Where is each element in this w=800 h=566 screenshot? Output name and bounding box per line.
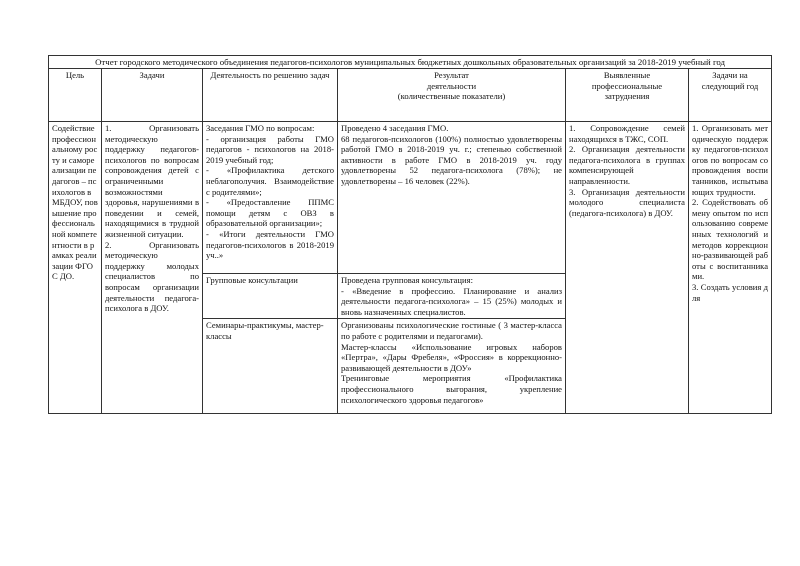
task-item: 2. Организовать методическую поддержку молодых специалистов по вопросам организации деятельности педагога-психолога в ДОУ.: [105, 239, 199, 314]
result-cell: Проведено 4 заседания ГМО. 68 педагогов-психологов (100%) полностью удовлетворены работой ГМО в 2018-2019 уч. г.; степенью собственной активности в работе ГМО в 2018-2019 уч. году удовлетворены 52 педагога-психолога (78%); не удовлетворены – 16 человек (22%).: [338, 122, 566, 274]
difficulty-item: 3. Организация деятельности молодого специалиста (педагога-психолога) в ДОУ.: [569, 186, 685, 218]
header-result: [338, 69, 566, 122]
difficulty-item: 1. Сопровождение семей находящихся в ТЖС, СОП.: [569, 123, 685, 144]
header-difficulties: Выявленные профессиональные затруднения: [566, 69, 689, 122]
difficulties-cell: [566, 122, 689, 414]
header-next-tasks: Задачи на следующий год: [689, 69, 772, 122]
header-result-line2: деятельности: [426, 80, 477, 91]
next-task-item: 3. Создать условия для: [692, 281, 769, 303]
header-activity: Деятельность по решению задач: [203, 69, 338, 122]
header-goal: Цель: [49, 69, 102, 122]
activity-cell: Групповые консультации: [203, 274, 338, 319]
activity-cell: Заседания ГМО по вопросам: - организация работы ГМО педагогов - психологов на 2018-2019 учебный год; - «Профилактика детского неблагополучия. Взаимодействие с родителями»; - «Предоставление ППМС помощи детям с ОВЗ в образовательной организации»; - «Итоги деятельности ГМО педагогов-психологов в 2018-2019 уч..»: [203, 122, 338, 274]
result-cell: Проведена групповая консультация: - «Введение в профессию. Планирование и анализ деятельности педагога-психолога» – 15 (25%) молодых и вновь назначенных специалистов.: [338, 274, 566, 319]
header-row: [49, 69, 772, 122]
goal-cell: Содействие профессиональному росту и самореализации педагогов – психологов в МБДОУ, повышение профессиональной компетентности в рамках реализации ФГОС ДО.: [49, 122, 102, 414]
report-title: Отчет городского методического объединения педагогов-психологов муниципальных бюджетных дошкольных образовательных организаций за 2018-2019 учебный год: [49, 56, 772, 69]
next-task-item: 2. Содействовать обмену опытом по использованию современных технологий и методов коррекционно-развивающей работы с воспитанниками.: [692, 197, 769, 282]
table-row: [49, 122, 772, 274]
tasks-cell: [102, 122, 203, 414]
result-cell: Организованы психологические гостиные ( 3 мастер-класса по работе с родителями и педагогами). Мастер-классы «Использование игровых наборов «Пертра», «Дары Фребеля», «Фроссия» в коррекционно-развивающей деятельности в ДОУ» Тренинговые мероприятия «Профилактика профессионального выгорания, укрепление психологического здоровья педагогов»: [338, 319, 566, 414]
header-result-line3: (количественные показатели): [397, 91, 506, 102]
activity-cell: Семинары-практикумы, мастер-классы: [203, 319, 338, 414]
header-tasks: Задачи: [102, 69, 203, 122]
next-tasks-cell: [689, 122, 772, 414]
report-table: [48, 55, 772, 414]
header-result-line1: Результат: [434, 70, 469, 80]
next-task-item: 1. Организовать методическую поддержку педагогов-психологов по вопросам сопровождения воспитанников, испытывающих трудности.: [692, 123, 769, 197]
task-item: 1. Организовать методическую поддержку педагогов-психологов по вопросам сопровождения детей с ограниченными возможностями здоровья, нарушениями в поведении и семей, находящимися в трудной жизненной ситуации.: [105, 123, 199, 239]
difficulty-item: 2. Организация деятельности педагога-психолога в группах компенсирующей направленности.: [569, 144, 685, 186]
title-row: [49, 56, 772, 69]
